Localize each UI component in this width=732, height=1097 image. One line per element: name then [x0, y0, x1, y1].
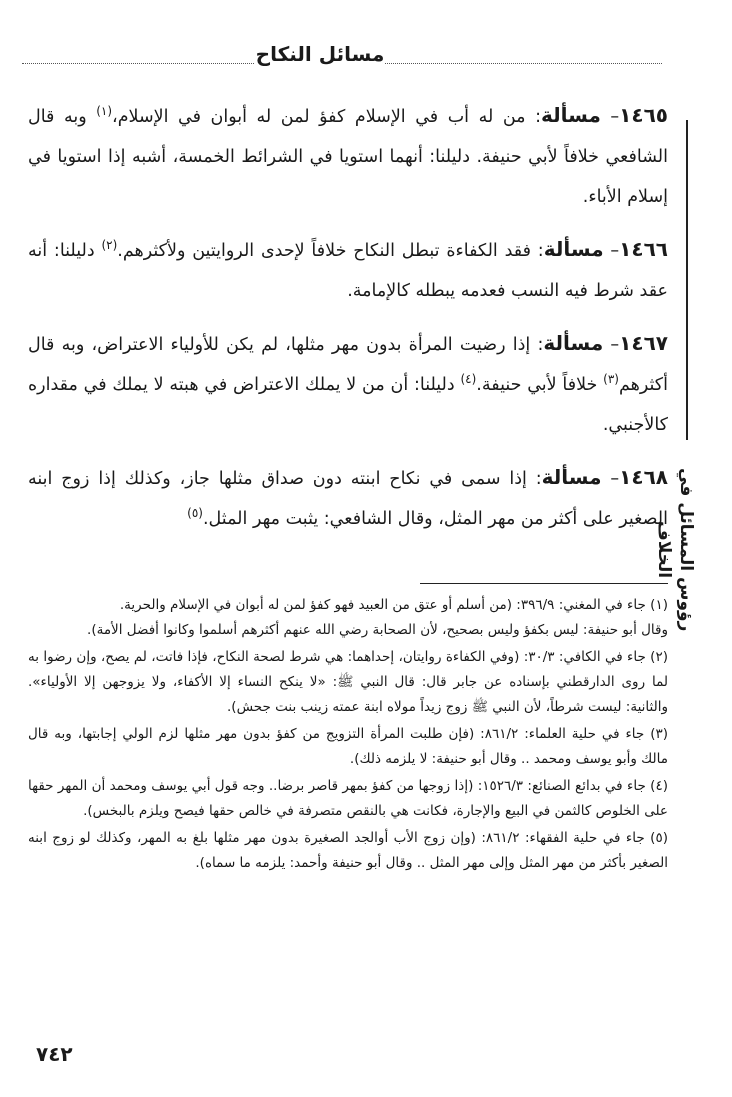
- issue-1468: ١٤٦٨– مسألة: إذا سمى في نكاح ابنته دون صداق مثلها جاز، وكذلك إذا زوج ابنه الصغير على أكثر من مهر المثل، وقال الشافعي: يثبت مهر المثل.$^{(٥)}$: [28, 465, 668, 529]
- footnote-ref[interactable]: (٢): [101, 238, 118, 253]
- issue-text-mid: خلافاً لأبي حنيفة.: [476, 375, 598, 395]
- issue-text-after: دليلنا: أن من لا يملك الاعتراض في هبته لا يملك في مقداره كالأجنبي.: [28, 375, 668, 435]
- issue-text: إذا رضيت المرأة بدون مهر مثلها، لم يكن للأولياء الاعتراض، وبه قال أكثرهم: [28, 335, 668, 395]
- footnote-continuation: وقال أبو حنيفة: ليس بكفؤ وليس بصحيح، لأن الصحابة رضي الله عنهم أكثرهم أسلموا وكانوا أفضل الأمة).: [87, 622, 668, 638]
- footnote-number: (٤): [650, 778, 668, 794]
- issue-number: ١٤٦٥: [619, 103, 668, 127]
- issue-text-after: دليلنا: أنه عقد شرط فيه النسب فعدمه يبطله كالإمامة.: [28, 241, 668, 301]
- footnote-ref[interactable]: (٥): [187, 506, 203, 521]
- footnote-number: (٢): [650, 649, 668, 665]
- footnote-text: جاء في بدائع الصنائع: ١٥٢٦/٣: (إذا زوجها من كفؤ بمهر قاصر برضا.. وجه قول أبي يوسف ومحمد أن المهر حقها على الخلوص كالثمن في البيع والإجارة، فكانت هي بالنقص متصرفة في خالص حقها فيصح ويلزم بالبخس).: [28, 778, 668, 819]
- page-title: مسائل النكاح: [255, 42, 385, 66]
- issue-1465: ١٤٦٥– مسألة: من له أب في الإسلام كفؤ لمن له أبوان في الإسلام،$^{(١)}$ وبه قال الشافعي خلافاً لأبي حنيفة. دليلنا: أنهما استويا في الشرائط الخمسة، أشبه إذا استويا في إسلام الأباء.: [28, 103, 668, 207]
- footnote-3: [28, 722, 668, 772]
- issue-number: ١٤٦٨: [619, 465, 668, 489]
- issue-1467: ١٤٦٧– مسألة: إذا رضيت المرأة بدون مهر مثلها، لم يكن للأولياء الاعتراض، وبه قال أكثرهم$^{(٣)}$ خلافاً لأبي حنيفة.$^{(٤)}$ دليلنا: أن من لا يملك الاعتراض في هبته لا يملك في مقداره كالأجنبي.: [28, 331, 668, 435]
- footnote-separator: [420, 583, 668, 584]
- footnote-ref[interactable]: (٤): [460, 372, 477, 387]
- issue-text: فقد الكفاءة تبطل النكاح خلافاً لإحدى الروايتين ولأكثرهم.: [117, 241, 531, 261]
- footnote-4: [28, 774, 668, 824]
- issue-1466: ١٤٦٦– مسألة: فقد الكفاءة تبطل النكاح خلافاً لإحدى الروايتين ولأكثرهم.$^{(٢)}$ دليلنا: أنه عقد شرط فيه النسب فعدمه يبطله كالإمامة.: [28, 237, 668, 301]
- footnote-number: (٥): [650, 830, 668, 846]
- footnote-text: جاء في المغني: ٣٩٦/٩: (من أسلم أو عتق من العبيد فهو كفؤ لمن له أبوان في الإسلام والحرية.: [119, 597, 646, 613]
- footnote-1: [28, 593, 668, 643]
- issue-number: ١٤٦٦: [619, 237, 668, 261]
- footnote-text: جاء في الكافي: ٣٠/٣: (وفي الكفاءة روايتان، إحداهما: هي شرط لصحة النكاح، فإذا فاتت، لم يصح، وإن رضوا به لما روى الدارقطني بإسناده عن جابر قال: قال النبي ﷺ: «لا ينكح النساء إلا الأكفاء، ولا يزوجهن إلا الأولياء». والثانية: ليست شرطاً، لأن النبي ﷺ زوج زيداً مولاه ابنة عمته زينب بنت جحش).: [28, 649, 668, 715]
- issue-label: مسألة: [541, 465, 602, 489]
- footnote-text: جاء في حلية العلماء: ٨٦١/٢: (فإن طلبت المرأة التزويج من كفؤ بدون مهر مثلها لزم الولي إجابتها، وبه قال مالك وأبو يوسف ومحمد .. وقال أبو حنيفة: لا يلزمه ذلك).: [28, 726, 668, 767]
- issue-label: مسألة: [543, 331, 604, 355]
- footnote-text: جاء في حلية الفقهاء: ٨٦١/٢: (وإن زوج الأب أوالجد الصغيرة بدون مهر مثلها بلغ به المهر، وكذلك لو زوج ابنه الصغير بأكثر من مهر المثل وإلى مهر المثل .. وقال أبو حنيفة وأحمد: يلزمه ما سماه).: [28, 830, 668, 871]
- footnote-ref[interactable]: (١): [96, 104, 113, 119]
- main-text: [28, 95, 668, 551]
- side-running-title: رؤوس المسائل في الخلاف: [675, 440, 697, 660]
- footnote-number: (١): [650, 597, 668, 613]
- footnote-ref[interactable]: (٣): [603, 372, 619, 387]
- issue-number: ١٤٦٧: [619, 331, 668, 355]
- issue-label: مسألة: [540, 103, 601, 127]
- footnote-number: (٣): [650, 726, 669, 742]
- issue-text-after: وبه قال الشافعي خلافاً لأبي حنيفة. دليلنا: أنهما استويا في الشرائط الخمسة، أشبه إذا استويا في إسلام الأباء.: [28, 107, 668, 207]
- issue-text: إذا سمى في نكاح ابنته دون صداق مثلها جاز، وكذلك إذا زوج ابنه الصغير على أكثر من مهر المثل، وقال الشافعي: يثبت مهر المثل.: [28, 469, 668, 529]
- issue-text: من له أب في الإسلام كفؤ لمن له أبوان في الإسلام،: [112, 107, 526, 127]
- footnote-2: [28, 645, 668, 720]
- page-number: ٧٤٢: [36, 1042, 73, 1066]
- issue-label: مسألة: [543, 237, 604, 261]
- footnotes: [28, 593, 668, 878]
- footnote-5: [28, 826, 668, 876]
